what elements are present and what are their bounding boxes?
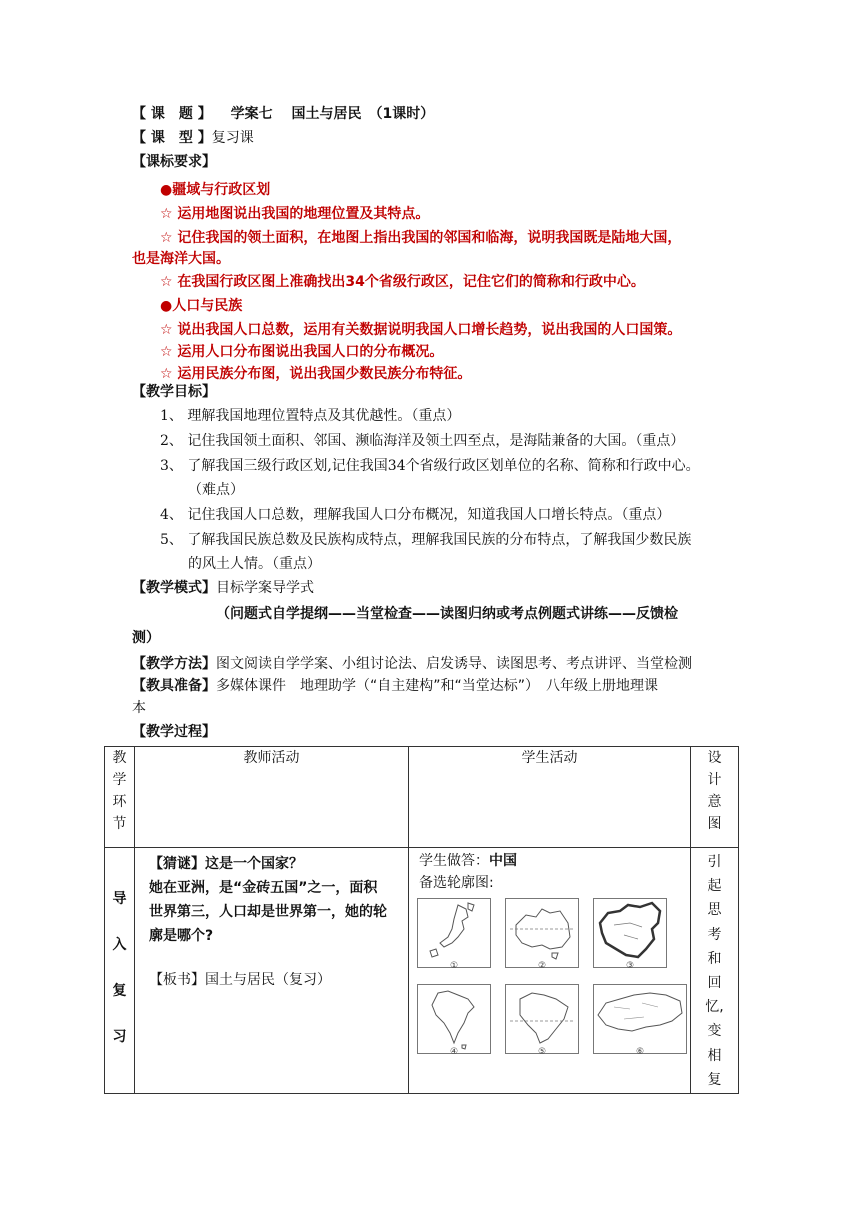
tools-label: 【教具准备】 <box>132 678 216 694</box>
goals-heading: 【教学目标】 <box>132 384 216 400</box>
header-char: 学 <box>112 772 127 788</box>
intent-char: 引 <box>707 854 722 870</box>
stage-char: 导 <box>112 891 127 907</box>
intent-char: 变 <box>707 1023 722 1040</box>
standard-item: ☆ 运用地图说出我国的地理位置及其特点。 <box>160 206 430 222</box>
outline-maps <box>417 898 717 1076</box>
teacher-line: 世界第三，人口却是世界第一，她的轮 <box>149 904 387 920</box>
header-char: 计 <box>707 772 722 788</box>
mode-label: 【教学模式】 <box>132 580 216 596</box>
map-brazil-icon <box>505 984 579 1057</box>
goal-line: （难点） <box>188 482 244 498</box>
mode-detail: 测） <box>132 630 160 646</box>
tools-line <box>132 676 658 696</box>
intent-char: 起 <box>707 878 722 895</box>
stage-char: 入 <box>112 937 127 953</box>
header-teacher: 教师活动 <box>135 747 409 848</box>
standard-item: ☆ 运用人口分布图说出我国人口的分布概况。 <box>160 344 444 360</box>
topic-value: 学案七 国土与居民 （1课时） <box>230 106 435 122</box>
map-number: ④ <box>450 1047 459 1057</box>
topic-line <box>132 104 434 124</box>
method-line <box>132 654 692 674</box>
header-student: 学生活动 <box>409 747 691 848</box>
student-answer: 中国 <box>489 853 517 869</box>
teacher-riddle: 【猜谜】这是一个国家？ <box>149 856 303 872</box>
mode-detail: （问题式自学提纲——当堂检查——读图归纳或考点例题式讲练——反馈检 <box>216 606 678 622</box>
map-number: ⑤ <box>538 1047 547 1057</box>
student-answer-label: 学生做答： <box>419 853 489 869</box>
teacher-line: 她在亚洲，是“金砖五国”之一，面积 <box>149 880 378 896</box>
standards-heading: 【课标要求】 <box>132 154 216 170</box>
topic-label: 【 课 题 】 <box>132 106 212 122</box>
map-russia-icon <box>593 984 687 1057</box>
standard-item: ☆ 说出我国人口总数，运用有关数据说明我国人口增长趋势，说出我国的人口国策。 <box>160 322 682 338</box>
goal-line: 的风土人情。（重点） <box>188 556 321 572</box>
standard-item: 也是海洋大国。 <box>132 251 230 267</box>
map-china-icon <box>593 898 667 971</box>
type-label: 【 课 型 】 <box>132 130 212 146</box>
standard-item: ☆ 运用民族分布图，说出我国少数民族分布特征。 <box>160 366 472 382</box>
map-japan-icon <box>417 898 491 971</box>
intent-char: 思 <box>707 902 722 919</box>
mode-value: 目标学案导学式 <box>216 580 314 596</box>
stage-char: 复 <box>112 983 127 999</box>
stage-char: 习 <box>112 1029 127 1045</box>
goal-line: 2、 记住我国领土面积、邻国、濒临海洋及领土四至点，是海陆兼备的大国。（重点） <box>160 433 685 449</box>
intent-char: 考 <box>707 926 722 943</box>
goal-line: 3、 了解我国三级行政区划,记住我国34个省级行政区划单位的名称、简称和行政中心。 <box>160 458 700 474</box>
map-number: ① <box>450 961 459 971</box>
process-table <box>104 746 739 1094</box>
standard-section-2-title: ●人口与民族 <box>160 298 243 314</box>
process-heading: 【教学过程】 <box>132 724 216 740</box>
type-line <box>132 128 254 148</box>
header-char: 节 <box>112 816 127 832</box>
map-number: ③ <box>626 961 635 971</box>
table-header-row <box>105 747 739 848</box>
tools-line-2: 本 <box>132 700 146 716</box>
student-answer-line <box>409 850 690 872</box>
intent-char: 回 <box>707 975 722 992</box>
teacher-line: 廓是哪个? <box>149 928 214 944</box>
tools-value: 多媒体课件 地理助学（“自主建构”和“当堂达标”） 八年级上册地理课 <box>216 678 659 694</box>
header-intent <box>691 747 739 848</box>
intent-char: 忆, <box>705 999 724 1016</box>
method-label: 【教学方法】 <box>132 656 216 672</box>
method-value: 图文阅读自学学案、小组讨论法、启发诱导、读图思考、考点讲评、当堂检测 <box>216 656 692 672</box>
table-row <box>105 848 739 1094</box>
teacher-activity <box>135 848 409 1094</box>
student-activity <box>409 848 691 1094</box>
intent-char: 复 <box>707 1071 722 1088</box>
teacher-board: 【板书】国土与居民（复习） <box>149 972 331 988</box>
standard-item: ☆ 在我国行政区图上准确找出34个省级行政区，记住它们的简称和行政中心。 <box>160 274 645 290</box>
stage-intro <box>105 848 135 1094</box>
map-number: ② <box>538 961 547 971</box>
mode-line <box>132 578 314 598</box>
student-maps-label: 备选轮廓图: <box>419 875 494 891</box>
map-india-icon <box>417 984 491 1057</box>
header-stage <box>105 747 135 848</box>
goal-line: 4、 记住我国人口总数，理解我国人口分布概况，知道我国人口增长特点。（重点） <box>160 507 671 523</box>
header-char: 意 <box>707 794 722 810</box>
intent-char: 和 <box>707 950 722 967</box>
standard-section-1-title: ●疆域与行政区划 <box>160 182 271 198</box>
header-char: 图 <box>707 816 722 832</box>
standard-item: ☆ 记住我国的领土面积，在地图上指出我国的邻国和临海，说明我国既是陆地大国， <box>160 230 682 246</box>
goal-line: 1、 理解我国地理位置特点及其优越性。（重点） <box>160 408 461 424</box>
type-value: 复习课 <box>211 130 254 146</box>
map-australia-icon <box>505 898 579 971</box>
header-char: 设 <box>707 750 722 766</box>
map-number: ⑥ <box>636 1047 645 1057</box>
header-char: 环 <box>112 794 127 810</box>
goal-line: 5、 了解我国民族总数及民族构成特点，理解我国民族的分布特点，了解我国少数民族 <box>160 532 692 548</box>
intent-char: 相 <box>707 1047 722 1064</box>
header-char: 教 <box>112 750 127 766</box>
